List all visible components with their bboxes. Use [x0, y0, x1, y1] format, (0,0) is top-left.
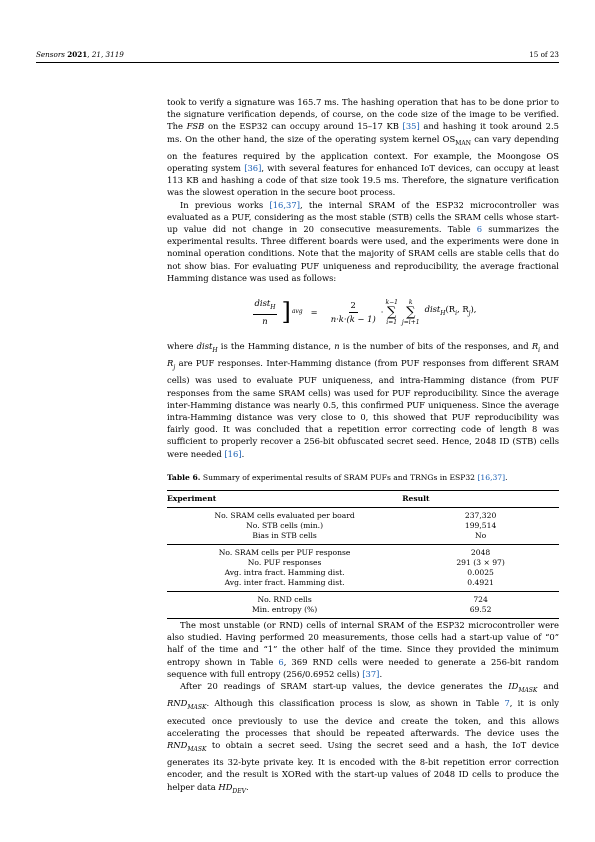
citation-link[interactable]: [16]: [224, 448, 242, 459]
paragraph-2: In previous works [16,37], the internal SRAM of the ESP32 microcontroller was evaluated as a PUF, considering as the most stable (STB) cells the SRAM cells whose start-up value did not change in 20 consecutive measurements. Table 6 summarizes the experimental results. Three different boards were used, and the experiments were done in nominal operation conditions. Note that the majority of SRAM cells are stable cells that do not show bias. For evaluating PUF uniqueness and reproducibility, the average fractional Hamming distance was used as follows:: [167, 199, 559, 283]
table-row: Avg. inter fract. Hamming dist. 0.4921: [167, 578, 559, 592]
journal-ref: Sensors 2021, 21, 3119: [36, 50, 124, 59]
table-row: No. SRAM cells per PUF response 2048: [218, 548, 491, 558]
table-ref-link[interactable]: 7: [504, 698, 510, 709]
table-header-row: Experiment Result: [167, 491, 559, 508]
table-row: Min. entropy (%) 69.52: [167, 605, 559, 619]
table-caption: Table 6. Summary of experimental results of SRAM PUFs and TRNGs in ESP32 [16,37].: [167, 472, 508, 482]
table-row: No. PUF responses 291 (3 × 97): [247, 558, 505, 568]
citation-link[interactable]: [16,37]: [477, 472, 506, 482]
paragraph-1: took to verify a signature was 165.7 ms. The hashing operation that has to be done prior to the signature verification depends, of course, on the code size of the image to be verified. The FSB on the ESP32 can occupy around 15–17 KB [35] and hashing it took around 2.5 ms. On the other hand, the size of the operating system kernel $OS_{MAN}$ can vary depending on the features required by the application context. For example, the Moongose OS operating system [36], with several features for enhanced IoT devices, can occupy at least 113 KB and hashing a code of that size took 19.5 ms. Therefore, the signature verification was the slowest operation in the secure boot process.: [167, 97, 559, 198]
table-row: No. RND cells 724: [257, 595, 488, 605]
citation-link[interactable]: [16,37]: [269, 199, 300, 210]
table-ref-link[interactable]: 6: [278, 656, 284, 667]
hamming-equation: $\frac{dist_H}{n}$ ] avg = $\frac{2}{n\cdot k\cdot(k - 1)}$ · k−1 ∑ i=1 k ∑ j=i+1 $dist_H(R_i$, $R_j$),: [254, 297, 477, 327]
paragraph-5: After 20 readings of SRAM start-up values, the device generates the $ID_{MASK}$ and $RND_{MASK}$. Although this classification process is slow, as shown in Table 7, it is only executed once previously to use the device and create the token, and this allows accelerating the processes that should be repeated afterwards. The device uses the $RND_{MASK}$ to obtain a secret seed. Using the secret seed and a hash, the IoT device generates its 32-byte private key. It is encoded with the 8-bit repetition error correction encoder, and the result is XORed with the start-up values of 2048 ID cells to produce the helper data $HD_{DEV}$.: [167, 681, 560, 795]
paragraph-4: The most unstable (or RND) cells of internal SRAM of the ESP32 microcontroller were also studied. Having performed 20 measurements, those cells had a start-up value of “0” half of the time and “1” the other half of the time. Since they provided the minimum entropy shown in Table 6, 369 RND cells were needed to generate a 256-bit random sequence with full entropy (256/0.6952 cells) [37].: [167, 620, 559, 679]
paragraph-3: where dist$_H$ is the Hamming distance, n is the number of bits of the responses, and $R_i$ and $R_j$ are PUF responses. Inter-Hamming distance (from PUF responses from different SRAM cells) was used to evaluate PUF uniqueness, and intra-Hamming distance (from PUF responses from the same SRAM cells) was used for PUF reproducibility. Since the average inter-Hamming distance was nearly 0.5, this confirmed PUF uniqueness. Since the average intra-Hamming distance was very close to 0, this showed that PUF reproducibility was fairly good. It was concluded that a repetition error correcting code of length 8 was sufficient to properly recover a 256-bit obfuscated secret seed. Hence, 2048 ID (STB) cells were needed [16].: [167, 341, 559, 459]
table-row: No. STB cells (min.) 199,514: [246, 521, 497, 531]
page-number: 15 of 23: [529, 50, 559, 59]
table-row: Avg. intra fract. Hamming dist. 0.0025: [224, 568, 494, 578]
table-row: Bias in STB cells No: [167, 531, 559, 545]
table-ref-link[interactable]: 6: [476, 224, 483, 235]
results-table: [167, 490, 559, 619]
article-body: [167, 96, 559, 798]
citation-link[interactable]: [35]: [402, 121, 420, 132]
citation-link[interactable]: [36]: [244, 163, 262, 174]
citation-link[interactable]: [37]: [362, 668, 380, 679]
table-row: No. SRAM cells evaluated per board 237,320: [214, 511, 497, 521]
page-header: [36, 50, 559, 63]
